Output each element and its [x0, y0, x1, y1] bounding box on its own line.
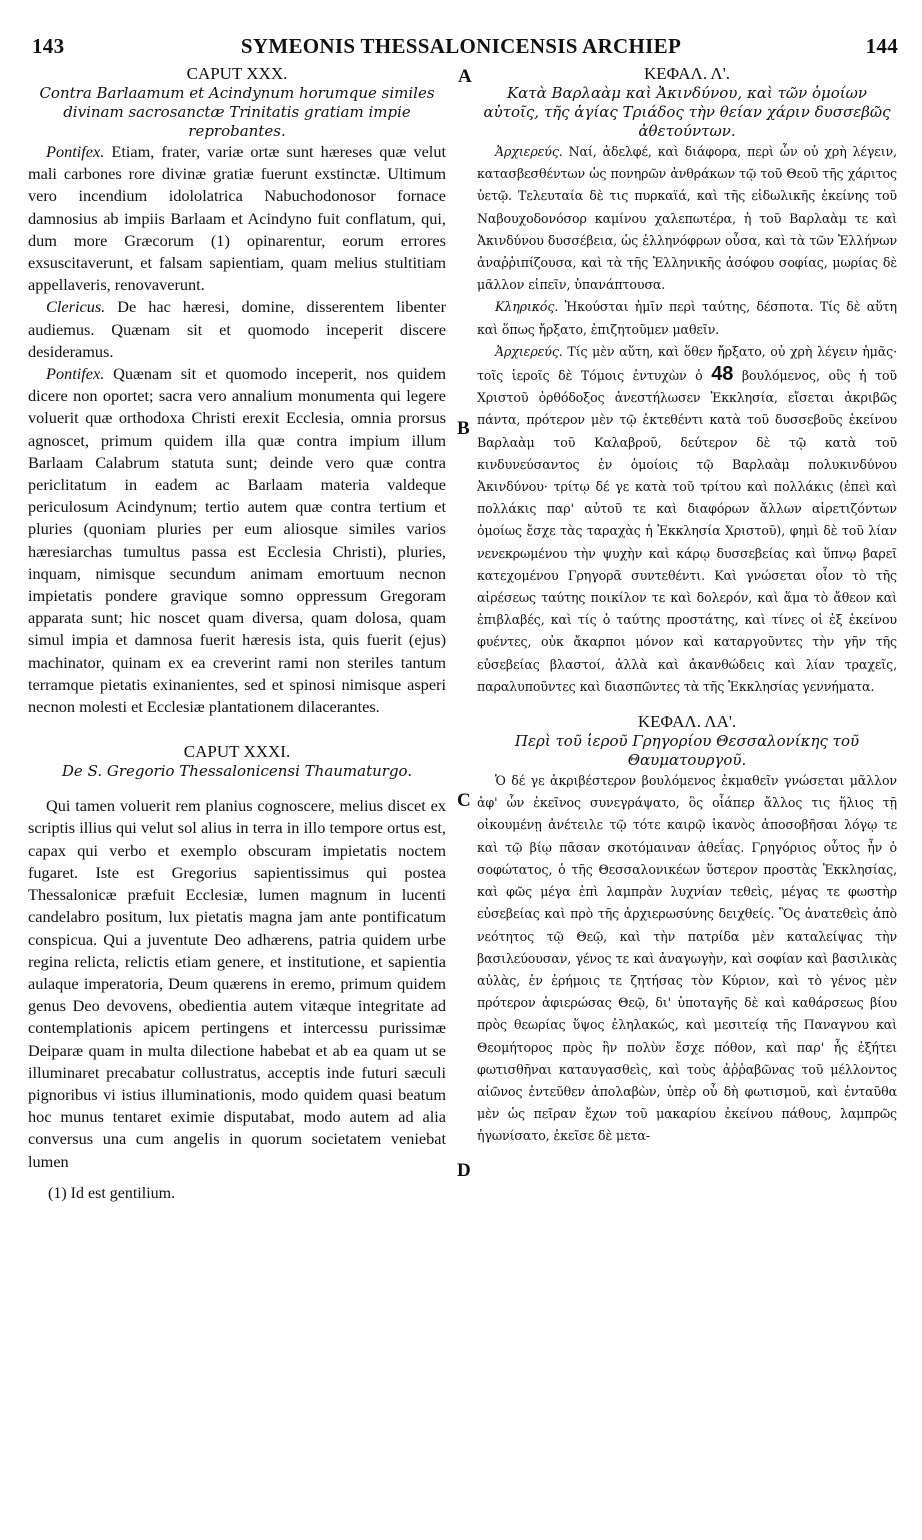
paragraph-text: Quænam sit et quomodo inceperit, nos quidem dicere non oportet; sacra vero annalium monumenta qui legere voluerit quæ orthodoxa Christi erexit Ecclesia, omnia prorsus agnoscet, primum quidem illa quæ contra impium illum Barlaam Calabrum statuta sunt; deinde vero quæ contra periclitatum in eadem ac Barlaam materia valdeque periculosum Acindynum; tertio autem quæ contra tertium et pluries (quoniam pluries per eum aliosque similes varios hæresiarchas tumultus passa est Ecclesia Christi), pluries, inquam, nimisque secundum animam emortuum necnon impietatis pondere gravique somno oppressum Gregoram apparata sunt; hic noscet quam diversa, quam dolosa, quam simul impia et damnosa fuerit hæresis ista, quis fuerit (ejus) machinator, quinam ex ea creverint rami non steriles tantum terramque pietatis exinanientes, sed et spinosi nimisque asperi necnon molesti et Ecclesiæ plantationem dilacerantes.	[28, 364, 446, 717]
chapter-subtitle-latin-30: Contra Barlaamum et Acindynum horumque similes divinam sacrosanctæ Trinitatis gratiam impie reprobantes.	[39, 84, 435, 140]
paragraph-text: Qui tamen voluerit rem planius cognoscere, melius discet ex scriptis illius qui velut sol alius in terra in illo tempore ortus est, capax qui verbo et exemplo obscuram impietatis noctem fugaret. Iste est Gregorius sapientissimus qui postea Thessalonicæ præfuit Ecclesiæ, lumen magnum in lucenti candelabro positum, lux pietatis magna jam ante pontificatum conspicua. Qui a juventute Deo adhærens, patria quidem urbe regina relicta, relictis etiam genere, et institutione, et sapientia aulaque imperatoria, Deum quærens in eremo, primum quidem genus Deo devovens, obedientia autem vitæque integritate ad contemplationis apicem pertingens et intercessu purissimæ Deiparæ quam in multa dilectione habebat et ab ea quam ut se illuminaret precabatur collustratus, acceptis inde futuri sæculi pignoribus vi istius illuminationis, modo quidem quasi beatum hoc munus tentaret eximie disputabat, modo autem ad alia conversus una cum angelis in quorum societatem veniebat lumen	[28, 796, 446, 1171]
paragraph	[28, 363, 446, 718]
paragraph-text: Ὁ δέ γε ἀκριβέστερον βουλόμενος ἐκμαθεῖν γνώσεται μᾶλλον ἀφ' ὧν ἐκεῖνος συνεγράψατο, ὃς οἷάπερ ἄλλος τις ἥλιος τῇ οἰκουμένῃ ἀνέτειλε τῷ τότε καιρῷ ἱκανὸς ἀποσοβῆσαι λόγῳ τε καὶ τῷ βίῳ πᾶσαν σκοτόμαιναν ἀθεΐας. Γρηγόριος οὗτος ἦν ὁ σοφώτατος, ὁ τῆς Θεσσαλονικέων ὕστερον προστὰς Ἐκκλησίας, καὶ φῶς μέγα ἐπὶ λαμπρὰν λυχνίαν τεθεὶς, μέγας τε φωστὴρ εὐσεβείας καὶ πρὸ τῆς ἀρχιερωσύνης δειχθείς. Ὃς ἀνατεθεὶς ἀπὸ νεότητος τῷ Θεῷ, καὶ τὴν πατρίδα μὲν καταλείψας τὴν βασιλεύουσαν, γένος τε καὶ ἀναγωγὴν, καὶ σοφίαν καὶ βασιλικὰς αὐλὰς, ἐν ἐρήμοις τε ζητήσας τὸν Κύριον, καὶ τὸ γένος μὲν πρότερον ἀφιερώσας Θεῷ, δι' ὑποταγῆς δὲ καὶ καθάρσεως βίου πρὸς θεωρίας ὕψος ἐληλακώς, καὶ μεσιτείᾳ τῆς Παναγνου καὶ Θεομήτορος πρὸς ἣν πολὺν ἔσχε πόθον, καὶ παρ' ἧς ἐξήτει φωτισθῆναι καταυγασθεὶς, καὶ τοὺς ἀῤῥαβῶνας τοῦ μέλλοντος αἰῶνος ἐντεῦθεν ἀπολαβὼν, ὑπὲρ οὗ δὴ φωτισμοῦ, καὶ ἐνταῦθα μὲν ὡς πεῖραν ἔχων τοῦ μακαρίου ἐκείνου πάθους, λαμπρῶς ἠγωνίσατο, ἐκεῖσε δὲ μετα-	[477, 773, 897, 1144]
speaker-label: Ἀρχιερεύς.	[495, 343, 563, 359]
latin-column	[28, 64, 446, 1205]
margin-letter-d: D	[457, 1160, 471, 1181]
paragraph	[477, 341, 897, 698]
chapter-heading-latin-31: CAPUT XXXI.	[183, 742, 291, 762]
margin-letter-a: A	[458, 66, 472, 87]
chapter-subtitle-greek-30: Κατὰ Βαρλαὰμ καὶ Ἀκινδύνου, καὶ τῶν ὁμοίων αὐτοῖς, τῆς ἁγίας Τριάδος τὴν θείαν χάριν δυσσεβῶς ἀθετούντων.	[483, 84, 891, 140]
paragraph-text: Etiam, frater, variæ ortæ sunt hæreses quæ velut mali carbones rore divinæ gratiæ fuerunt exstinctæ. Ultimum vero incendium idololatrica Nabuchodonosor fornace damnosius ab impiis Barlaam et Acindyno fuit conflatum, qui, dum more Græcorum (1) opinarentur, eorum errores exsuscitaverunt, et falsam sapientiam, quam melius stultitiam appellaveris, renovaverunt.	[28, 142, 446, 295]
chapter-heading-latin-30: CAPUT XXX.	[186, 64, 288, 83]
footnote: (1) Id est gentilium.	[48, 1184, 176, 1202]
paragraph-text: Ἠκούσται ἡμῖν περὶ ταύτης, δέσποτα. Τίς δὲ αὕτη καὶ ὅπως ἤρξατο, ἐπιζητοῦμεν μαθεῖν.	[477, 299, 897, 337]
paragraph-text: Τίς μὲν αὕτη, καὶ ὅθεν ἤρξατο, οὐ χρὴ λέγειν ἡμᾶς· τοῖς ἱεροῖς δὲ Τόμοις ἐντυχὼν ὁ 48 βουλόμενος, οὓς ἡ τοῦ Χριστοῦ ὀρθόδοξος ἀνεστήλωσεν Ἐκκλησία, εἴσεται ἀκριβῶς πάντα, πρότερον μὲν τῷ ἐκτεθέντι κατὰ τοῦ δυσσεβοῦς ἐκείνου Βαρλαὰμ τοῦ Καλαβροῦ, δεύτερον δὲ τῷ κατὰ τοῦ κινδυνεύσαντος ἐν ὁμοίοις τῷ Βαρλαὰμ πολυκινδύνου Ἀκινδύνου· τρίτῳ δέ γε κατὰ τοῦ τρίτου καὶ πολλάκις (ἐπεὶ καὶ πολλάκις παρ' αὐτοῦ τε καὶ διαφόρων ἄλλων αἱρετιζόντων ὁμοίως ἔσχε τὰς ταραχὰς ἡ Ἐκκλησία Χριστοῦ), φημὶ δὲ τοῦ λίαν νενεκρωμένου τὴν ψυχὴν καὶ κάρῳ δυσσεβείας καὶ ὕπνῳ βαρεῖ κατεχομένου Γρηγορᾶ συντεθέντι. Καὶ γνώσεται οἷον τὸ τῆς αἱρέσεως ταύτης ποικίλον τε καὶ δολερόν, καὶ ἅμα τὸ ἄθεον καὶ ἐπιβλαβές, καὶ τίς ὁ ταύτης προστάτης, καὶ τίνες οἱ ἐξ ἐκείνου φυέντες, οὐκ ἄκαρποι μόνον καὶ καταργοῦντες τὴν γῆν τῆς εὐσεβείας βλαστοί, ἀλλὰ καὶ ἀκανθώδεις καὶ λίαν τραχεῖς, παραλυποῦντες καὶ διασπῶντες τὰ τῆς Ἐκκλησίας γεννήματα.	[477, 343, 897, 694]
paragraph	[477, 296, 897, 340]
page-marker: 48	[711, 363, 734, 386]
margin-letter-b: B	[457, 418, 470, 439]
chapter-subtitle-greek-31: Περὶ τοῦ ἱεροῦ Γρηγορίου Θεσσαλονίκης τοῦ Θαυματουργοῦ.	[514, 732, 860, 770]
latin-chapter-31-body	[28, 795, 446, 1172]
greek-chapter-30-body	[477, 141, 897, 698]
chapter-heading-greek-30: ΚΕΦΑΛ. Λ'.	[643, 64, 731, 83]
greek-column	[477, 64, 897, 1148]
speaker-label: Pontifex.	[46, 364, 105, 384]
running-title: SYMEONIS THESSALONICENSIS ARCHIEP	[240, 34, 682, 58]
paragraph-text: Ναί, ἀδελφέ, καὶ διάφορα, περὶ ὧν οὐ χρὴ λέγειν, κατασβεσθέντων ὡς πονηρῶν ἀνθράκων τῷ τοῦ Θεοῦ τῆς χάριτος ὑετῷ. Τελευταία δὲ τις πυρκαϊά, καὶ τῆς εἰδωλικῆς ἐκείνης τοῦ Ναβουχοδονόσορ καμίνου χαλεπωτέρα, ἡ τοῦ Βαρλαὰμ τε καὶ Ἀκινδύνου δυσσέβεια, ὡς ἑλληνόφρων οὖσα, καὶ τὰ τῶν Ἑλλήνων ἀναῤῥιπίζουσα, καὶ τὰ τῆς Ἑλληνικῆς ἀσόφου σοφίας, μωρίας δὲ μᾶλλον εἰπεῖν, ὑπανάπτουσα.	[477, 144, 897, 293]
paragraph	[28, 141, 446, 296]
margin-letter-c: C	[457, 790, 471, 811]
speaker-label: Κληρικός.	[495, 299, 559, 315]
greek-chapter-31-body	[477, 770, 897, 1147]
left-page-number: 143	[32, 34, 65, 58]
chapter-heading-greek-31: ΚΕΦΑΛ. ΛΑ'.	[637, 712, 737, 732]
paragraph-text: De hac hæresi, domine, disserentem libenter audiemus. Quænam sit et quomodo inceperit discere desideramus.	[28, 297, 446, 361]
paragraph	[477, 141, 897, 296]
speaker-label: Ἀρχιερεύς.	[495, 144, 563, 159]
speaker-label: Clericus.	[46, 297, 106, 317]
right-page-number: 144	[865, 34, 898, 58]
paragraph	[28, 795, 446, 1172]
paragraph	[28, 296, 446, 363]
latin-chapter-30-body	[28, 141, 446, 718]
chapter-subtitle-latin-31: De S. Gregorio Thessalonicensi Thaumaturgo.	[61, 762, 413, 781]
speaker-label: Pontifex.	[46, 142, 105, 161]
paragraph	[477, 770, 897, 1147]
